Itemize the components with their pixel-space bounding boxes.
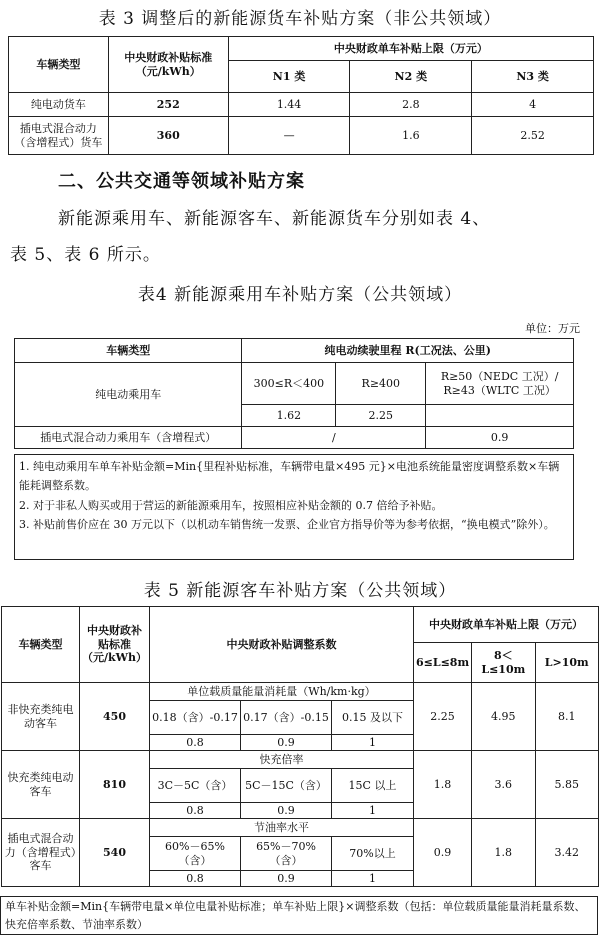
- t5-cap3: 5.85: [535, 751, 598, 819]
- t5-cap3: 8.1: [535, 683, 598, 751]
- t4-range-3-nedc: R≥50（NEDC 工况）/: [440, 369, 559, 383]
- t3-header-std: 中央财政补贴标准（元/kWh）: [108, 37, 228, 93]
- t3-header-n2: N2 类: [350, 61, 472, 93]
- t5-coef1: 0.8: [150, 735, 241, 751]
- t3-row-n2: 2.8: [350, 93, 472, 117]
- t5-band1: 60%－65%（含）: [150, 837, 241, 871]
- t5-coef1: 0.8: [150, 803, 241, 819]
- t4-value-2: 2.25: [336, 405, 426, 427]
- t3-row-n3: 2.52: [472, 117, 594, 155]
- t5-band1: 3C－5C（含）: [150, 769, 241, 803]
- t3-row-n2: 1.6: [350, 117, 472, 155]
- t4-bev-label: 纯电动乘用车: [15, 363, 242, 427]
- note-item: 2. 对于非私人购买或用于营运的新能源乘用车，按照相应补贴金额的 0.7 倍给予补贴。: [19, 498, 443, 512]
- t3-header-n3: N3 类: [472, 61, 594, 93]
- table-row: [9, 117, 594, 155]
- t5-cap1: 2.25: [413, 683, 471, 751]
- t5-sub: 节油率水平: [150, 819, 414, 837]
- section-paragraph-line1: 新能源乘用车、新能源客车、新能源货车分别如表 4、: [58, 209, 491, 229]
- t3-row-n3: 4: [472, 93, 594, 117]
- t4-range-3-wltc: R≥43（WLTC 工况）: [443, 383, 556, 397]
- note-item: 1. 纯电动乘用车单车补贴金额=Min{里程补贴标准，车辆带电量×495 元}×电池系统能量密度调整系数×车辆能耗调整系数。: [19, 460, 560, 493]
- table4-caption: 表4 新能源乘用车补贴方案（公共领域）: [137, 285, 463, 305]
- t5-cap2: 4.95: [472, 683, 535, 751]
- t5-band2: 65%－70%（含）: [241, 837, 332, 871]
- t5-band3: 0.15 及以下: [332, 701, 414, 735]
- t5-header-len2: 8＜L≤10m: [472, 643, 535, 683]
- t5-band2: 0.17（含）-0.15: [241, 701, 332, 735]
- t5-sub: 单位载质量能量消耗量（Wh/km·kg）: [150, 683, 414, 701]
- t4-phev-label: 插电式混合动力乘用车（含增程式）: [15, 427, 242, 449]
- t5-header-cap: 中央财政单车补贴上限（万元）: [413, 607, 598, 643]
- t3-header-type: 车辆类型: [9, 37, 109, 93]
- t5-coef3: 1: [332, 735, 414, 751]
- t5-band2: 5C－15C（含）: [241, 769, 332, 803]
- t3-row-std: 360: [108, 117, 228, 155]
- t5-coef3: 1: [332, 871, 414, 887]
- t5-std: 450: [80, 683, 150, 751]
- table4-notes: [14, 454, 574, 560]
- t5-sub: 快充倍率: [150, 751, 414, 769]
- table5-caption: 表 5 新能源客车补贴方案（公共领域）: [143, 581, 457, 601]
- t5-header-len3: L>10m: [535, 643, 598, 683]
- t5-cap2: 3.6: [472, 751, 535, 819]
- table-row: [9, 93, 594, 117]
- t3-row-n1: 1.44: [228, 93, 350, 117]
- t3-header-cap: 中央财政单车补贴上限（万元）: [228, 37, 593, 61]
- t5-cap1: 0.9: [413, 819, 471, 887]
- t5-band1: 0.18（含）-0.17: [150, 701, 241, 735]
- section-heading: 二、公共交通等领域补贴方案: [58, 171, 305, 192]
- t4-range-2: R≥400: [336, 363, 426, 405]
- table5: [1, 606, 599, 887]
- t4-value-3-empty: [426, 405, 574, 427]
- t5-coef1: 0.8: [150, 871, 241, 887]
- t4-header-type: 车辆类型: [15, 339, 242, 363]
- t3-row-type: 纯电动货车: [9, 93, 109, 117]
- t5-coef2: 0.9: [241, 735, 332, 751]
- t3-row-n1: —: [228, 117, 350, 155]
- t5-header-len1: 6≤L≤8m: [413, 643, 471, 683]
- t5-cap2: 1.8: [472, 819, 535, 887]
- t4-phev-slash: /: [242, 427, 426, 449]
- t3-row-std: 252: [108, 93, 228, 117]
- t4-range-3: [426, 363, 574, 405]
- table4-unit: 单位：万元: [525, 322, 580, 335]
- t5-header-coef: 中央财政补贴调整系数: [150, 607, 414, 683]
- t5-header-std: 中央财政补贴标准（元/kWh）: [80, 607, 150, 683]
- t4-phev-value: 0.9: [426, 427, 574, 449]
- t5-cap1: 1.8: [413, 751, 471, 819]
- t4-value-1: 1.62: [242, 405, 336, 427]
- t3-header-n1: N1 类: [228, 61, 350, 93]
- table3: [8, 36, 594, 155]
- table5-footnote: 单车补贴金额=Min{车辆带电量×单位电量补贴标准；单车补贴上限}×调整系数（包括：单位载质量能量消耗量系数、快充倍率系数、节油率系数）: [0, 896, 598, 935]
- t5-band3: 15C 以上: [332, 769, 414, 803]
- t5-coef3: 1: [332, 803, 414, 819]
- t5-coef2: 0.9: [241, 871, 332, 887]
- t5-cap3: 3.42: [535, 819, 598, 887]
- section-paragraph-line2: 表 5、表 6 所示。: [10, 245, 161, 265]
- t4-range-1: 300≤R＜400: [242, 363, 336, 405]
- t5-coef2: 0.9: [241, 803, 332, 819]
- table3-caption: 表 3 调整后的新能源货车补贴方案（非公共领域）: [98, 9, 502, 29]
- t5-band3: 70%以上: [332, 837, 414, 871]
- t5-std: 540: [80, 819, 150, 887]
- t5-type: 非快充类纯电动客车: [2, 683, 80, 751]
- t3-row-type: 插电式混合动力（含增程式）货车: [9, 117, 109, 155]
- t5-type: 快充类纯电动客车: [2, 751, 80, 819]
- note-item: 3. 补贴前售价应在 30 万元以下（以机动车销售统一发票、企业官方指导价等为参考依据，“换电模式”除外）。: [19, 517, 555, 531]
- t5-header-type: 车辆类型: [2, 607, 80, 683]
- t4-header-range: 纯电动续驶里程 R(工况法、公里): [242, 339, 574, 363]
- table4: [14, 338, 574, 449]
- t5-std: 810: [80, 751, 150, 819]
- t5-type: 插电式混合动力（含增程式）客车: [2, 819, 80, 887]
